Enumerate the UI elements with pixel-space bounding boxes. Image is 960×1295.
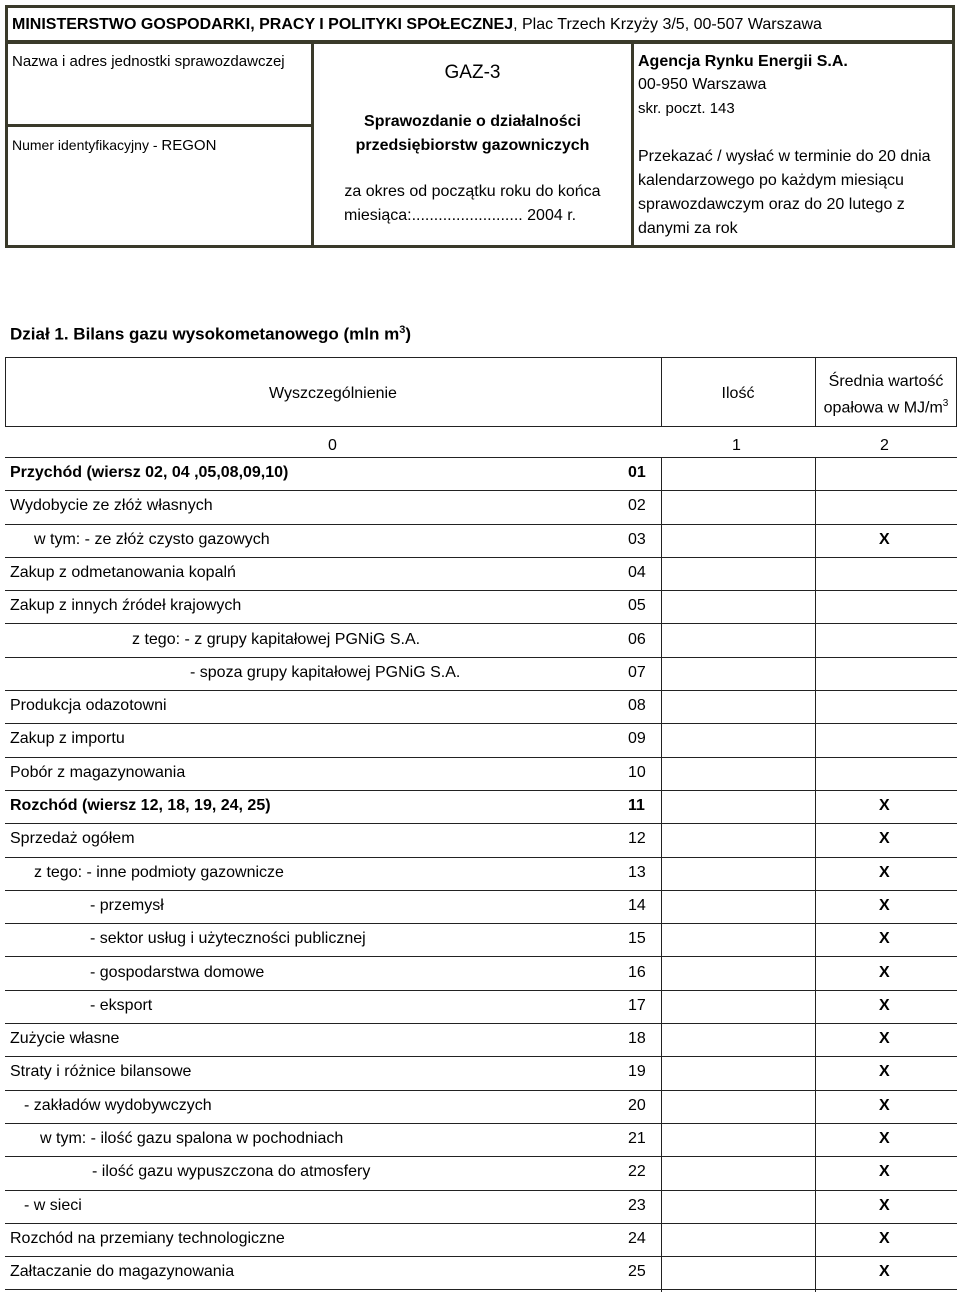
quantity-cell[interactable] [662,1224,814,1255]
row-number: 25 [628,1263,646,1281]
table-row [0,1090,960,1123]
col-header-qty: Ilość [721,385,755,402]
deadline-line4: danymi za rok [638,220,738,237]
row-number: 22 [628,1163,646,1181]
x-mark: X [879,530,890,548]
calorific-value-cell [816,1024,956,1055]
x-mark: X [879,896,890,914]
row-number: 24 [628,1229,646,1247]
quantity-cell[interactable] [662,1257,814,1288]
x-mark: X [879,1130,890,1147]
quantity-cell[interactable] [662,1157,814,1188]
table-row [0,1190,960,1223]
header-divider-right [631,41,634,248]
x-mark: X [879,963,890,981]
x-mark: X [879,1030,890,1048]
table-row [0,1123,960,1156]
quantity-cell[interactable] [662,558,814,589]
row-number: 06 [628,630,646,648]
deadline-line2: kalendarzowego po każdym miesiącu [638,172,904,189]
quantity-cell[interactable] [662,1057,814,1088]
x-mark: X [879,797,890,814]
col-header-cal-line1: Średnia wartość [828,373,944,390]
quantity-cell[interactable] [662,1124,814,1155]
calorific-value-cell[interactable] [816,758,956,789]
row-label: Rozchód na przemiany technologiczne [10,1229,285,1247]
calorific-value-cell [816,858,956,889]
table-row [0,457,960,490]
row-label: - eksport [90,996,153,1014]
table-row [0,490,960,523]
row-label: Straty i różnice bilansowe [10,1063,192,1081]
quantity-cell[interactable] [662,758,814,789]
row-label: Rozchód (wiersz 12, 18, 19, 24, 25) [10,797,271,814]
quantity-cell[interactable] [662,1191,814,1222]
ministry-name: MINISTERSTWO GOSPODARKI, PRACY I POLITYKI SPOŁECZNEJ [12,16,514,33]
form-code: GAZ-3 [444,62,501,83]
table-row [0,524,960,557]
row-divider [5,1289,957,1290]
agency-city: 00-950 Warszawa [638,76,767,93]
x-mark: X [879,1229,890,1247]
row-label: Produkcja odazotowni [10,697,167,715]
colnum-1: 1 [732,437,741,454]
table-row [0,624,960,657]
row-label: - sektor usług i użyteczności publicznej [90,930,366,948]
calorific-value-cell [816,1191,956,1222]
calorific-value-cell [816,791,956,822]
table-row [0,1023,960,1056]
quantity-cell[interactable] [662,824,814,855]
quantity-cell[interactable] [662,858,814,889]
row-label: Wydobycie ze złóż własnych [10,497,213,515]
colnum-2: 2 [880,437,889,454]
calorific-value-cell[interactable] [816,724,956,755]
table-row [0,723,960,756]
row-label: - gospodarstwa domowe [90,963,265,981]
section-title-end: ) [405,324,411,344]
row-number: 01 [628,464,646,481]
row-label: - ilość gazu wypuszczona do atmosfery [92,1163,371,1181]
table-row [0,557,960,590]
colnum-0: 0 [328,437,337,454]
table-row [0,757,960,790]
quantity-cell[interactable] [662,724,814,755]
agency-box: skr. poczt. 143 [638,100,735,117]
table-row [0,1223,960,1256]
quantity-cell[interactable] [662,991,814,1022]
row-label: Zakup z innych źródeł krajowych [10,597,242,615]
quantity-cell[interactable] [662,458,814,489]
row-number: 04 [628,563,646,581]
row-label: Pobór z magazynowania [10,763,186,781]
row-number: 08 [628,697,646,715]
row-number: 19 [628,1063,646,1081]
calorific-value-cell[interactable] [816,558,956,589]
col-header-spec: Wyszczególnienie [269,385,397,402]
x-mark: X [879,1063,890,1081]
row-number: 02 [628,497,646,515]
row-label: w tym: - ilość gazu spalona w pochodniach [40,1130,344,1147]
col-header-cal-text: opałowa w MJ/m [823,399,943,417]
header-divider-unit [5,124,313,127]
quantity-cell[interactable] [662,691,814,722]
row-label: z tego: - inne podmioty gazownicze [34,863,284,881]
x-mark: X [879,1096,890,1114]
ministry-address: , Plac Trzech Krzyży 3/5, 00-507 Warszawa [513,16,822,33]
row-number: 13 [628,863,646,881]
calorific-value-cell[interactable] [816,625,956,656]
row-label: - w sieci [24,1196,82,1214]
quantity-cell[interactable] [662,1091,814,1122]
row-label: w tym: - ze złóż czysto gazowych [34,530,270,548]
table-row [0,823,960,856]
col-header-cal-sup: 3 [942,398,949,409]
deadline-line1: Przekazać / wysłać w terminie do 20 dnia [638,148,931,165]
deadline-line3: sprawozdawczym oraz do 20 lutego z [638,196,905,213]
calorific-value-cell [816,1057,956,1088]
section-title-text: Dział 1. Bilans gazu wysokometanowego (mln m [10,324,400,344]
period-line2: miesiąca:......................... 2004 r. [344,207,577,224]
table-row [0,890,960,923]
row-label: - zakładów wydobywczych [24,1096,212,1114]
quantity-cell[interactable] [662,1024,814,1055]
row-label: Zużycie własne [10,1030,120,1048]
row-label: Przychód (wiersz 02, 04 ,05,08,09,10) [10,464,289,481]
x-mark: X [879,1196,890,1214]
calorific-value-cell [816,1091,956,1122]
row-number: 11 [628,797,645,814]
row-number: 03 [628,530,646,548]
calorific-value-cell [816,1124,956,1155]
row-label: Zakup z odmetanowania kopalń [10,563,236,581]
calorific-value-cell[interactable] [816,658,956,689]
quantity-cell[interactable] [662,625,814,656]
row-number: 16 [628,963,646,981]
row-number: 21 [628,1130,646,1147]
calorific-value-cell[interactable] [816,491,956,522]
row-label: - spoza grupy kapitałowej PGNiG S.A. [190,663,461,681]
header-vline-cal [815,357,816,427]
quantity-cell[interactable] [662,591,814,622]
form-title-line2: przedsiębiorstw gazowniczych [355,137,590,154]
table-row [0,1256,960,1289]
table-row [0,657,960,690]
period-line1: za okres od początku roku do końca [344,183,601,200]
calorific-value-cell[interactable] [816,458,956,489]
row-label: z tego: - z grupy kapitałowej PGNiG S.A. [132,630,421,648]
form-title-line1: Sprawozdanie o działalności [364,113,581,130]
regon-label-prefix: Numer identyfikacyjny - [12,137,162,153]
agency-name: Agencja Rynku Energii S.A. [638,53,848,70]
row-label: Zakup z importu [10,730,125,748]
x-mark: X [879,863,890,881]
calorific-value-cell [816,525,956,556]
table-row [0,1156,960,1189]
quantity-cell[interactable] [662,791,814,822]
row-number: 17 [628,996,646,1014]
row-number: 07 [628,663,646,681]
x-mark: X [879,1163,890,1181]
quantity-cell[interactable] [662,958,814,989]
table-row [0,923,960,956]
quantity-cell[interactable] [662,658,814,689]
table-row [0,857,960,890]
table-row [0,990,960,1023]
calorific-value-cell [816,958,956,989]
section-title-sup: 3 [399,324,406,336]
quantity-cell[interactable] [662,491,814,522]
row-number: 18 [628,1030,646,1048]
row-label: Sprzedaż ogółem [10,830,135,848]
row-label: Załtaczanie do magazynowania [10,1263,235,1281]
section-title [10,325,411,343]
calorific-value-cell [816,824,956,855]
x-mark: X [879,930,890,948]
table-row [0,957,960,990]
row-number: 20 [628,1096,646,1114]
calorific-value-cell[interactable] [816,691,956,722]
x-mark: X [879,996,890,1014]
calorific-value-cell [816,1157,956,1188]
unit-label: Nazwa i adres jednostki sprawozdawczej [12,53,285,70]
quantity-cell[interactable] [662,891,814,922]
calorific-value-cell [816,1224,956,1255]
quantity-cell[interactable] [662,924,814,955]
row-number: 12 [628,830,646,848]
col-header-cal-line2 [815,399,957,416]
calorific-value-cell [816,991,956,1022]
quantity-cell[interactable] [662,525,814,556]
row-number: 10 [628,763,646,781]
row-number: 15 [628,930,646,948]
row-number: 05 [628,597,646,615]
regon-label [12,138,216,153]
calorific-value-cell [816,1257,956,1288]
ministry-line [12,17,822,33]
calorific-value-cell [816,891,956,922]
x-mark: X [879,830,890,848]
row-label: - przemysł [90,896,164,914]
row-number: 23 [628,1196,646,1214]
x-mark: X [879,1263,890,1281]
table-row [0,690,960,723]
regon-label-bold: REGON [161,137,217,154]
row-number: 14 [628,896,646,914]
calorific-value-cell[interactable] [816,591,956,622]
calorific-value-cell [816,924,956,955]
table-row [0,1056,960,1089]
table-row [0,790,960,823]
table-row [0,590,960,623]
row-number: 09 [628,730,646,748]
